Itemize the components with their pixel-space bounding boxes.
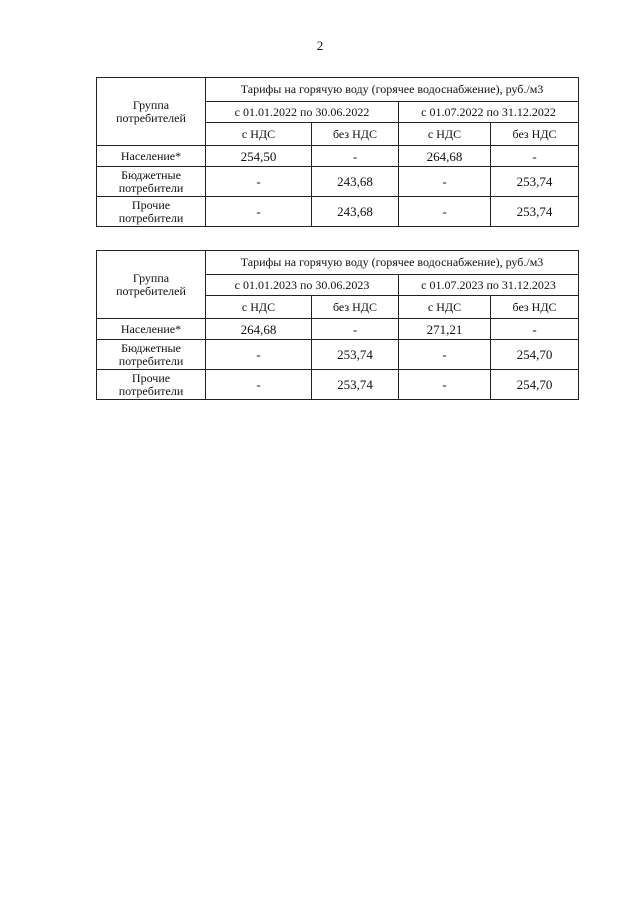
value-cell: 243,68: [312, 167, 399, 197]
value-cell: -: [491, 146, 579, 167]
tariff-table-2022: [96, 77, 579, 227]
value-cell: -: [399, 167, 491, 197]
row-label: Население*: [97, 319, 206, 340]
table-row: [97, 146, 579, 167]
value-cell: -: [206, 370, 312, 400]
tariff-title: Тарифы на горячую воду (горячее водоснабжение), руб./м3: [206, 78, 579, 102]
value-cell: -: [206, 340, 312, 370]
value-cell: 253,74: [491, 197, 579, 227]
value-cell: -: [206, 197, 312, 227]
value-cell: -: [312, 319, 399, 340]
period-2-header: с 01.07.2023 по 31.12.2023: [399, 275, 579, 296]
row-label: Прочие потребители: [97, 197, 206, 227]
value-cell: 254,70: [491, 370, 579, 400]
table-row: [97, 319, 579, 340]
row-label: Прочие потребители: [97, 370, 206, 400]
table-row: [97, 197, 579, 227]
page-number: 2: [316, 38, 324, 53]
value-cell: 253,74: [312, 370, 399, 400]
row-label: Население*: [97, 146, 206, 167]
vat-with-header: с НДС: [399, 123, 491, 146]
value-cell: -: [399, 340, 491, 370]
vat-with-header: с НДС: [399, 296, 491, 319]
value-cell: 254,50: [206, 146, 312, 167]
value-cell: -: [312, 146, 399, 167]
vat-with-header: с НДС: [206, 123, 312, 146]
row-label: Бюджетные потребители: [97, 340, 206, 370]
vat-without-header: без НДС: [491, 123, 579, 146]
row-label: Бюджетные потребители: [97, 167, 206, 197]
value-cell: 254,70: [491, 340, 579, 370]
period-2-header: с 01.07.2022 по 31.12.2022: [399, 102, 579, 123]
value-cell: 271,21: [399, 319, 491, 340]
consumer-group-header: Группа потребителей: [97, 78, 206, 146]
table-row: [97, 370, 579, 400]
vat-without-header: без НДС: [491, 296, 579, 319]
value-cell: 253,74: [491, 167, 579, 197]
value-cell: 253,74: [312, 340, 399, 370]
consumer-group-header: Группа потребителей: [97, 251, 206, 319]
value-cell: 264,68: [399, 146, 491, 167]
value-cell: 264,68: [206, 319, 312, 340]
value-cell: -: [206, 167, 312, 197]
period-1-header: с 01.01.2022 по 30.06.2022: [206, 102, 399, 123]
value-cell: -: [399, 197, 491, 227]
value-cell: -: [491, 319, 579, 340]
table-row: [97, 340, 579, 370]
tariff-title: Тарифы на горячую воду (горячее водоснабжение), руб./м3: [206, 251, 579, 275]
tariff-table-2023: [96, 250, 579, 400]
vat-with-header: с НДС: [206, 296, 312, 319]
value-cell: -: [399, 370, 491, 400]
period-1-header: с 01.01.2023 по 30.06.2023: [206, 275, 399, 296]
table-row: [97, 167, 579, 197]
vat-without-header: без НДС: [312, 296, 399, 319]
vat-without-header: без НДС: [312, 123, 399, 146]
value-cell: 243,68: [312, 197, 399, 227]
